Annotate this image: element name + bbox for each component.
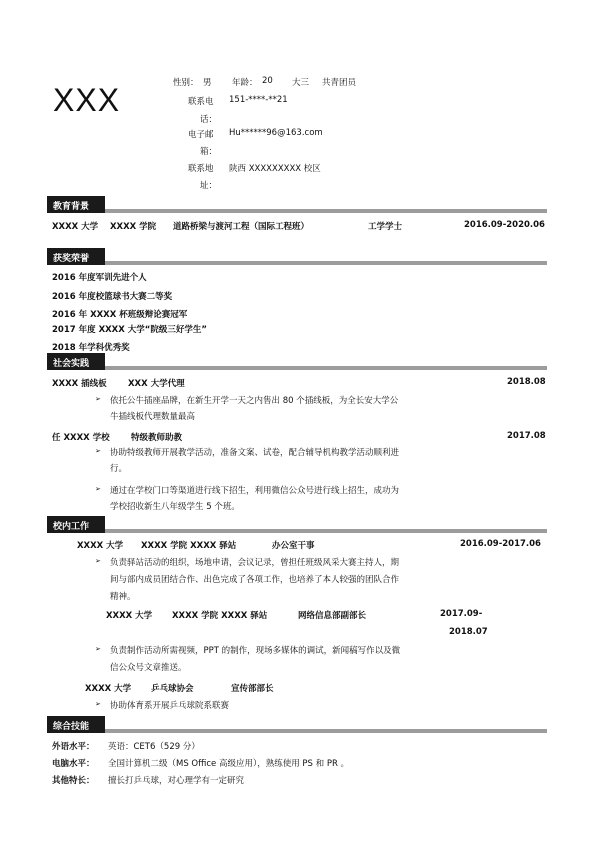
campus-bullet-line: 精神。 [110,592,136,602]
bullet-arrow-icon: ➢ [95,395,101,403]
email-label-cont: 箱： [200,147,218,157]
social-bullet-line: 依托公牛插座品牌，在新生开学一天之内售出 80 个插线板，为全长安大学公 [110,396,399,406]
edu-period: 2016.09-2020.06 [464,220,545,230]
email-value: Hu******96@163.com [229,128,323,138]
social-date: 2018.08 [507,377,546,387]
email-label: 电子邮 [188,130,214,140]
social-org: 任 XXXX 学校 [52,433,110,443]
social-bullet-line: 协助特级教师开展教学活动，准备文案、试卷，配合辅导机构教学活动顺利进 [110,448,400,458]
education-section-header [47,196,547,213]
section-rule [105,261,547,265]
skill-label: 其他特长： [52,776,95,786]
campus-section-title: 校内工作 [53,522,90,532]
skill-label: 外语水平： [52,742,95,752]
campus-bullet-line: 协助体育系开展乒乓球院系联赛 [110,701,230,711]
bullet-arrow-icon: ➢ [95,645,101,653]
section-rule [105,729,547,733]
edu-degree: 工学学士 [368,222,403,232]
edu-major: 道路桥梁与渡河工程（国际工程班） [173,222,310,232]
age-value: 20 [262,76,273,86]
campus-unit: XXXX 学院 XXXX 驿站 [172,611,268,621]
social-bullet-line: 学校招收新生八年级学生 5 个班。 [110,502,240,512]
gender-label: 性别： [173,78,199,88]
social-bullet-line: 行。 [110,464,128,474]
award-item: 2016 年 XXXX 杯班级辩论赛冠军 [52,310,188,320]
social-date: 2017.08 [507,431,546,441]
campus-bullet-line: 负责驿站活动的组织，场地申请，会议记录，曾担任班级风采大赛主持人，期 [110,558,400,568]
resume-name: XXX [53,82,121,118]
section-rule [105,366,547,370]
grade-value: 大三 [292,78,310,88]
award-item: 2018 年学科优秀奖 [52,343,130,353]
social-role: XXX 大学代理 [128,379,185,389]
campus-bullet-line: 间与部内成员团结合作、出色完成了各项工作，也培养了本人较强的团队合作 [110,575,400,585]
bullet-arrow-icon: ➢ [95,700,101,708]
address-label: 联系地 [188,164,214,174]
campus-bullet-line: 负责制作活动所需视频，PPT 的制作，现场多媒体的调试，新闻稿写作以及微 [110,646,401,656]
skills-section-title: 综合技能 [53,722,90,732]
campus-role: 网络信息部副部长 [298,611,367,621]
social-section-title: 社会实践 [53,359,90,369]
campus-role: 办公室干事 [272,541,315,551]
campus-date-end: 2018.07 [449,627,488,637]
bullet-arrow-icon: ➢ [95,447,101,455]
awards-section-title: 获奖荣誉 [53,254,90,264]
award-item: 2016 年度校篮球书大赛二等奖 [52,292,173,302]
skill-value: 擅长打乒乓球，对心理学有一定研究 [108,776,245,786]
skill-value: 全国计算机二级（MS Office 高级应用），熟练使用 PS 和 PR 。 [108,759,350,769]
social-bullet-line: 通过在学校门口等渠道进行线下招生，利用微信公众号进行线上招生，成功为 [110,486,400,496]
address-label-cont: 址： [200,181,218,191]
section-rule [105,209,547,213]
award-item: 2017 年度 XXXX 大学“院级三好学生” [52,325,207,335]
campus-school: XXXX 大学 [106,611,153,621]
social-role: 特级教师助教 [131,433,183,443]
campus-school: XXXX 大学 [85,684,132,694]
campus-bullet-line: 信公众号文章推送。 [110,663,187,673]
skills-section-header [47,716,547,733]
phone-label: 联系电 [188,97,214,107]
politics-value: 共青团员 [322,78,357,88]
campus-role: 宣传部部长 [231,684,274,694]
social-section-header [47,353,547,370]
awards-section-header [47,248,547,265]
campus-school: XXXX 大学 [77,541,124,551]
campus-section-header [47,516,547,533]
gender-value: 男 [203,78,212,88]
phone-label-cont: 话： [200,115,218,125]
section-rule [105,529,547,533]
social-org: XXXX 插线板 [52,379,107,389]
edu-school: XXXX 大学 [52,222,99,232]
award-item: 2016 年度军训先进个人 [52,273,147,283]
campus-date: 2016.09-2017.06 [460,539,541,549]
education-section-title: 教育背景 [53,202,90,212]
bullet-arrow-icon: ➢ [95,485,101,493]
skill-label: 电脑水平： [52,759,95,769]
skill-value: 英语：CET6（529 分） [108,742,200,752]
campus-date-start: 2017.09- [440,609,483,619]
campus-unit: XXXX 学院 XXXX 驿站 [141,541,237,551]
social-bullet-line: 牛插线板代理数量最高 [110,412,196,422]
address-value: 陕西 XXXXXXXXX 校区 [229,164,321,174]
age-label: 年龄： [232,78,258,88]
phone-value: 151-****-**21 [229,95,288,105]
bullet-arrow-icon: ➢ [95,557,101,565]
campus-unit: 乒乓球协会 [151,684,194,694]
edu-college: XXXX 学院 [110,222,157,232]
